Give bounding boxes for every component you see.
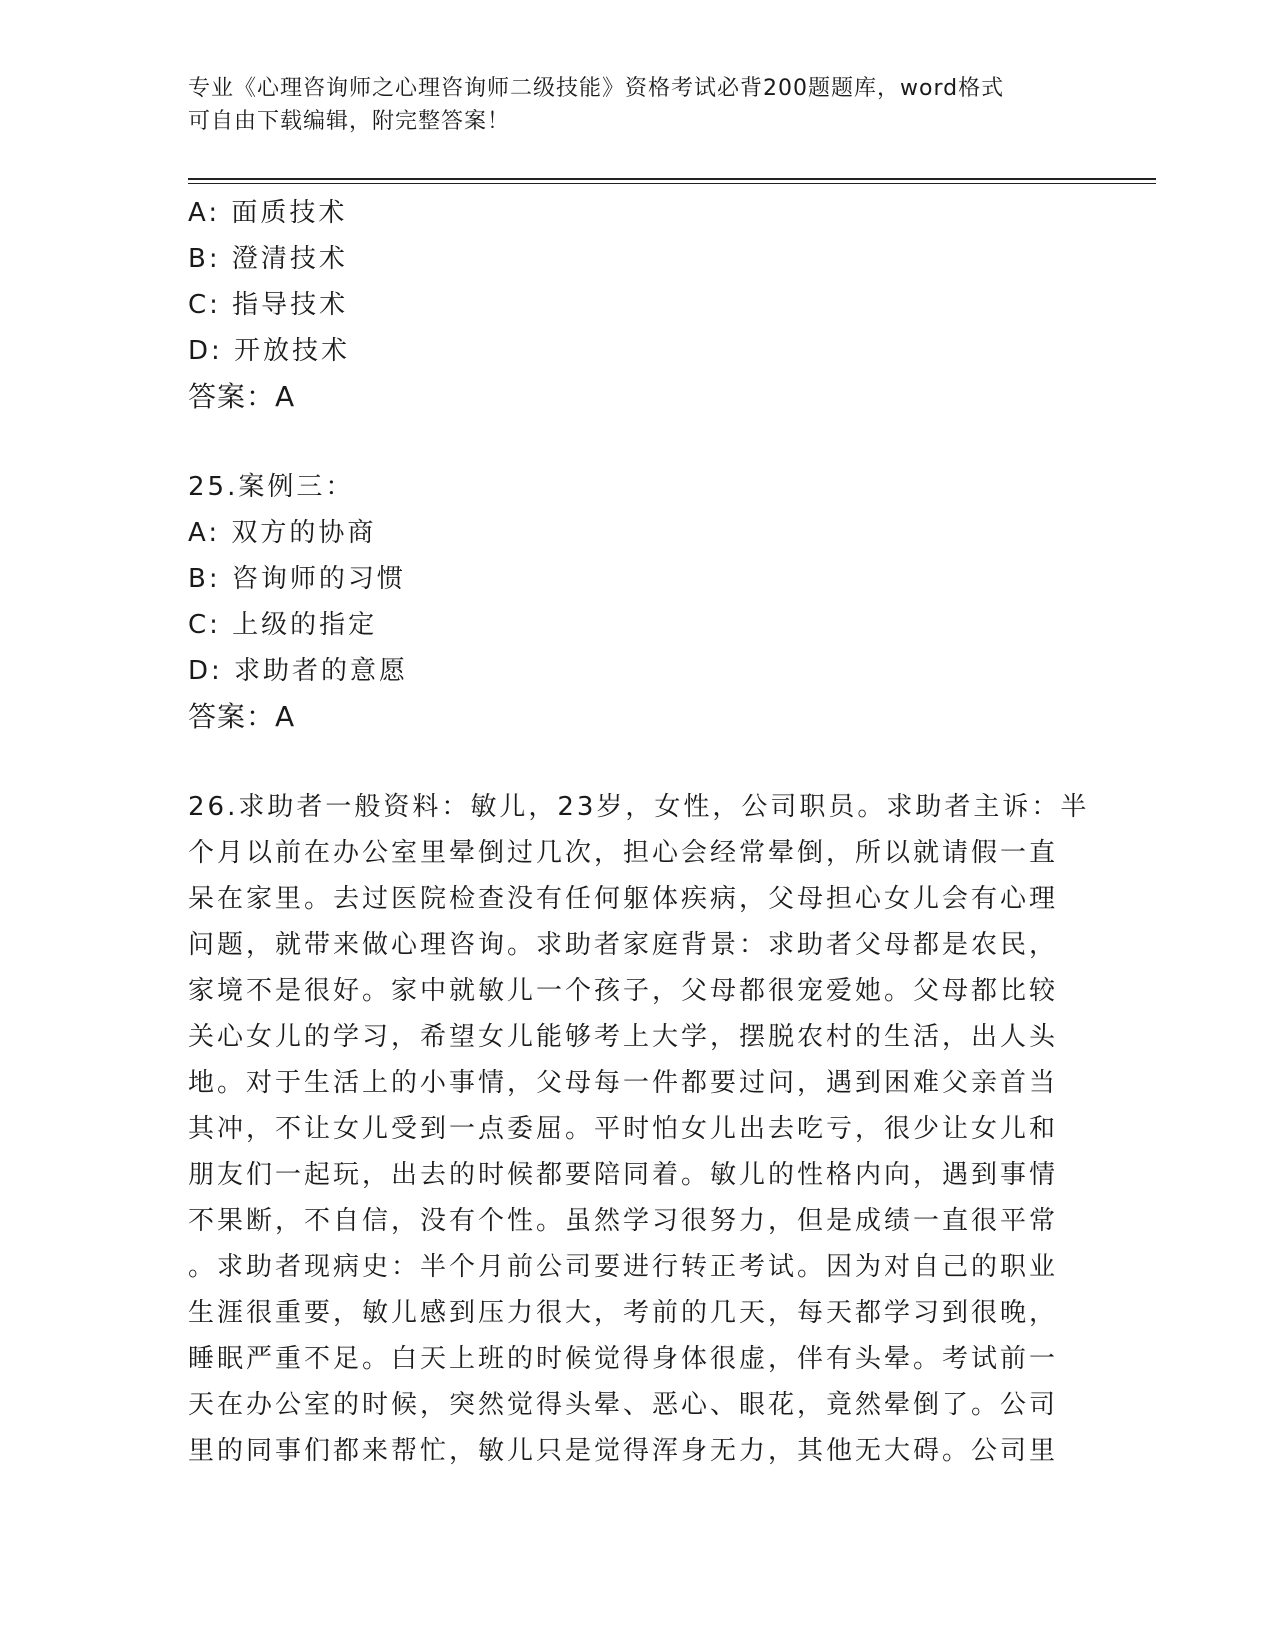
answer-line: 答案：A: [188, 380, 296, 413]
paragraph-line: 关心女儿的学习，希望女儿能够考上大学，摆脱农村的生活，出人头: [188, 1022, 1059, 1052]
answer-line: 答案：A: [188, 700, 296, 733]
question-26-paragraph: [188, 784, 1088, 1474]
document-body: [188, 190, 1088, 1474]
paragraph-line: 26.求助者一般资料：敏儿，23岁，女性，公司职员。求助者主诉：半: [188, 792, 1090, 822]
header-divider-thin: [188, 183, 1156, 184]
paragraph-line: 问题，就带来做心理咨询。求助者家庭背景：求助者父母都是农民，: [188, 930, 1059, 960]
paragraph-line: 其冲，不让女儿受到一点委屈。平时怕女儿出去吃亏，很少让女儿和: [188, 1114, 1059, 1144]
paragraph-line: 呆在家里。去过医院检查没有任何躯体疾病，父母担心女儿会有心理: [188, 884, 1059, 914]
paragraph-line: 个月以前在办公室里晕倒过几次，担心会经常晕倒，所以就请假一直: [188, 838, 1059, 868]
option-d: D: 求助者的意愿: [188, 656, 409, 686]
question-25-block: [188, 464, 1088, 740]
header-line-1: 专业《心理咨询师之心理咨询师二级技能》资格考试必背200题题库，word格式: [188, 76, 1005, 101]
option-b: B: 咨询师的习惯: [188, 564, 406, 594]
spacer: [188, 420, 1088, 464]
option-d: D: 开放技术: [188, 336, 351, 366]
paragraph-line: 。求助者现病史：半个月前公司要进行转正考试。因为对自己的职业: [188, 1252, 1059, 1282]
option-c: C: 指导技术: [188, 290, 349, 320]
paragraph-line: 天在办公室的时候，突然觉得头晕、恶心、眼花，竟然晕倒了。公司: [188, 1390, 1059, 1420]
document-header: [188, 72, 1068, 138]
option-a: A: 面质技术: [188, 198, 348, 228]
spacer: [188, 740, 1088, 784]
paragraph-line: 朋友们一起玩，出去的时候都要陪同着。敏儿的性格内向，遇到事情: [188, 1160, 1059, 1190]
question-24-block: [188, 190, 1088, 420]
paragraph-line: 里的同事们都来帮忙，敏儿只是觉得浑身无力，其他无大碍。公司里: [188, 1436, 1059, 1466]
option-a: A: 双方的协商: [188, 518, 377, 548]
paragraph-line: 地。对于生活上的小事情，父母每一件都要过问，遇到困难父亲首当: [188, 1068, 1059, 1098]
header-line-2: 可自由下载编辑，附完整答案！: [188, 109, 511, 134]
option-b: B: 澄清技术: [188, 244, 348, 274]
option-c: C: 上级的指定: [188, 610, 378, 640]
question-text: 25.案例三：: [188, 472, 355, 502]
paragraph-line: 家境不是很好。家中就敏儿一个孩子，父母都很宠爱她。父母都比较: [188, 976, 1059, 1006]
paragraph-line: 睡眠严重不足。白天上班的时候觉得身体很虚，伴有头晕。考试前一: [188, 1344, 1059, 1374]
paragraph-line: 不果断，不自信，没有个性。虽然学习很努力，但是成绩一直很平常: [188, 1206, 1059, 1236]
header-divider-thick: [188, 178, 1156, 180]
paragraph-line: 生涯很重要，敏儿感到压力很大，考前的几天，每天都学习到很晚，: [188, 1298, 1059, 1328]
